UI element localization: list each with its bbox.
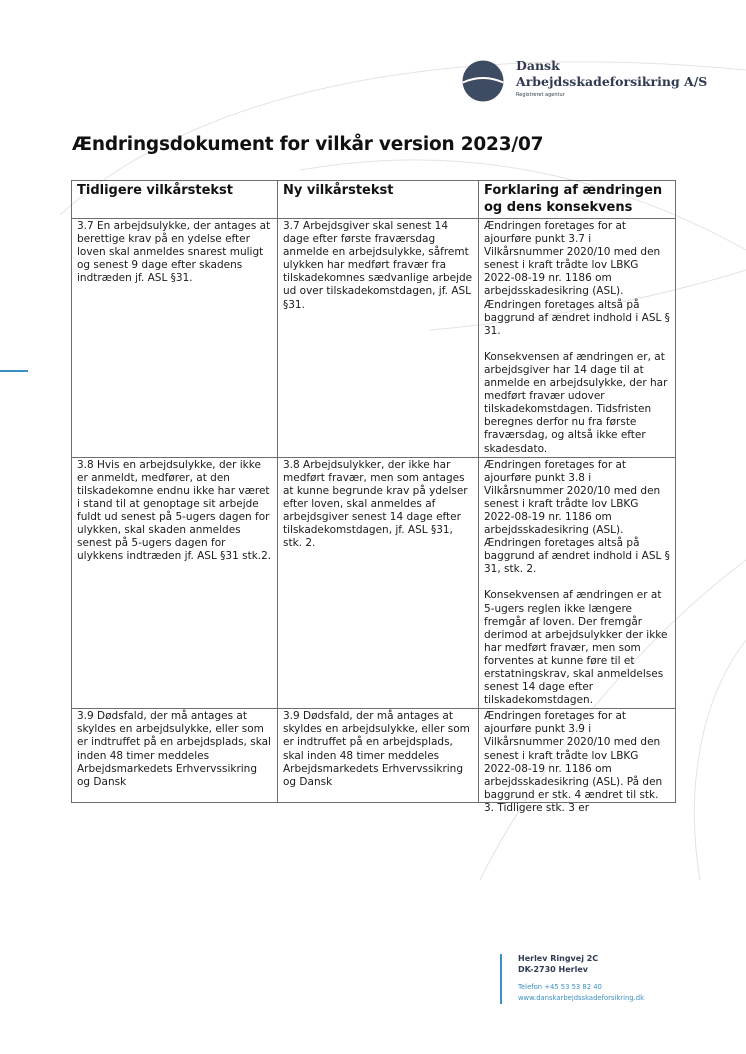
explanation-cell: [479, 457, 676, 709]
old-text-cell: [72, 709, 278, 803]
explanation-paragraph: Ændringen foretages for at ajourføre punkt 3.8 i Vilkårsnummer 2020/10 med den senest i kraft trådte lov LBKG 2022-08-19 nr. 1186 om arbejdsskadesikring (ASL). Ændringen foretages altså på baggrund af ændret indhold i ASL § 31, stk. 2.: [484, 458, 670, 576]
footer-phone: Telefon +45 53 53 82 40: [518, 983, 602, 991]
changes-table: [71, 180, 676, 814]
table-row: [72, 709, 676, 803]
logo-name-line-1: Dansk: [516, 58, 560, 73]
logo-name-line-2: Arbejdsskadeforsikring A/S: [516, 74, 708, 89]
new-text-cell: 3.7 Arbejdsgiver skal senest 14 dage efter første fraværsdag anmelde en arbejdsulykke, såfremt ulykken har medført fravær fra tilskadekomnes sædvanlige arbejde ud over tilskadekomstdagen, jf. ASL §31.: [278, 219, 479, 458]
page-edge-marker: [0, 370, 28, 372]
explanation-paragraph: Ændringen foretages for at ajourføre punkt 3.7 i Vilkårsnummer 2020/10 med den senest i kraft trådte lov LBKG 2022-08-19 nr. 1186 om arbejdsskadesikring (ASL). Ændringen foretages altså på baggrund af ændret indhold i ASL § 31.: [484, 220, 670, 337]
footer-city: DK-2730 Herlev: [518, 965, 588, 974]
logo-emblem-icon: [461, 59, 505, 103]
header-explanation: Forklaring af ændringen og dens konsekvens: [479, 181, 676, 219]
footer-street: Herlev Ringvej 2C: [518, 954, 599, 963]
header-old-text: Tidligere vilkårstekst: [72, 181, 278, 219]
consequence-paragraph: Konsekvensen af ændringen er at 5-ugers reglen ikke længere fremgår af loven. Der fremgår derimod at arbejdsulykker der ikke har medført fravær, men som forventes at kunne føre til et erstatningskrav, skal anmeldelses senest 14 dage efter tilskadekomstdagen.: [484, 589, 668, 707]
document-title: Ændringsdokument for vilkår version 2023/07: [72, 134, 544, 155]
footer-website: www.danskarbejdsskadeforsikring.dk: [518, 994, 645, 1002]
explanation-paragraph: Ændringen foretages for at ajourføre punkt 3.9 i Vilkårsnummer 2020/10 med den senest i kraft trådte lov LBKG 2022-08-19 nr. 1186 om arbejdsskadesikring (ASL). På den baggrund er stk. 4 ændret til stk. 3. Tidligere stk. 3 er: [484, 710, 663, 814]
table-row: [72, 219, 676, 458]
consequence-paragraph: Konsekvensen af ændringen er, at arbejdsgiver har 14 dage til at anmelde en arbejdsulykke, der har medført fravær udover tilskadekomstdagen. Tidsfristen beregnes derfor nu fra første fraværsdag, og altså ikke efter skadesdato.: [484, 350, 668, 455]
explanation-cell: [479, 709, 676, 814]
new-text-cell: [278, 709, 479, 803]
new-text-content: 3.9 Dødsfald, der må antages at skyldes en arbejdsulykke, eller som er indtruffet på en arbejdsplads, skal inden 48 timer meddeles Arbejdsmarkedets Erhvervssikring og Dansk: [283, 710, 470, 788]
company-logo: [461, 55, 731, 111]
footer-accent-bar: [500, 954, 502, 1004]
header-new-text: Ny vilkårstekst: [278, 181, 479, 219]
old-text-cell: 3.8 Hvis en arbejdsulykke, der ikke er anmeldt, medfører, at den tilskadekomne endnu ikke har været i stand til at genoptage sit arbejde fuldt ud senest på 5-ugers dagen for ulykken, skal skaden anmeldes senest på 5-ugers dagen for ulykkens indtræden jf. ASL §31 stk.2.: [72, 457, 278, 709]
old-text-cell: 3.7 En arbejdsulykke, der antages at berettige krav på en ydelse efter loven skal anmeldes snarest muligt og senest 9 dage efter skadens indtræden jf. ASL §31.: [72, 219, 278, 458]
new-text-cell: 3.8 Arbejdsulykker, der ikke har medført fravær, men som antages at kunne begrunde krav på ydelser efter loven, skal anmeldes af arbejdsgiver senest 14 dage efter tilskadekomstdagen, jf. ASL §31, stk. 2.: [278, 457, 479, 709]
old-text-content: 3.9 Dødsfald, der må antages at skyldes en arbejdsulykke, eller som er indtruffet på en arbejdsplads, skal inden 48 timer meddeles Arbejdsmarkedets Erhvervssikring og Dansk: [77, 710, 271, 788]
table-header-row: [72, 181, 676, 219]
table-row: [72, 457, 676, 709]
logo-tagline: Registreret agentur: [516, 92, 565, 98]
explanation-cell: [479, 219, 676, 458]
